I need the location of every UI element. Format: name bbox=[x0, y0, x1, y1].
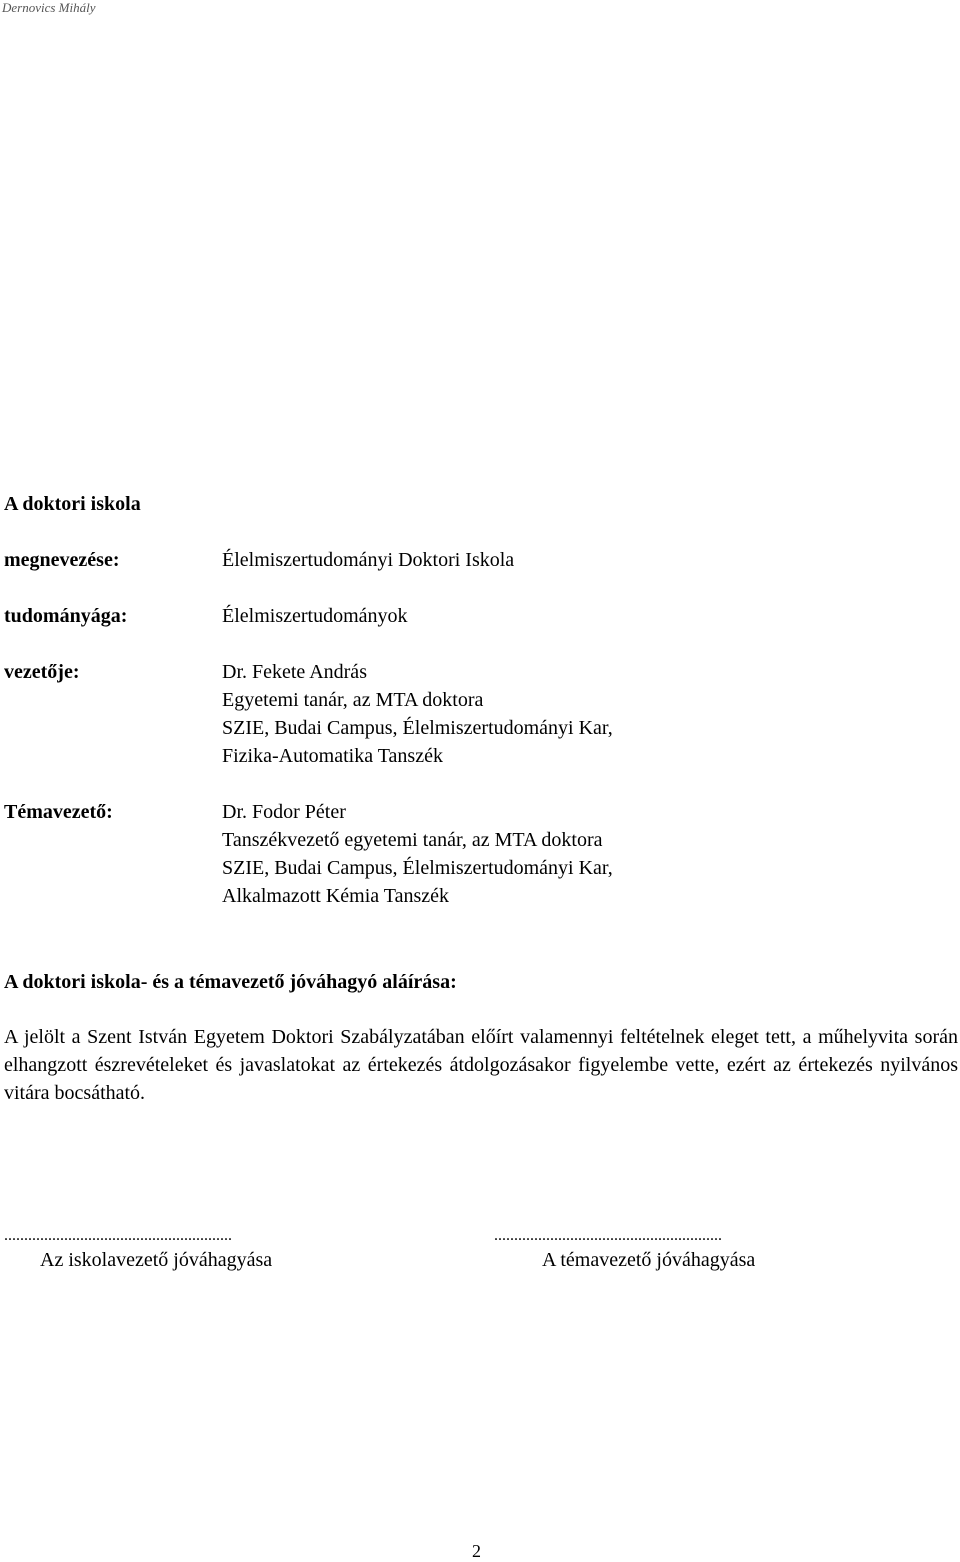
supervisor-value bbox=[222, 798, 613, 910]
head-institution: SZIE, Budai Campus, Élelmiszertudományi Kar, bbox=[222, 717, 613, 739]
left-signature-label: Az iskolavezető jóváhagyása bbox=[40, 1249, 273, 1271]
approval-text: A jelölt a Szent István Egyetem Doktori Szabályzatában előírt valamennyi feltételnek eleget tett, a műhelyvita során elhangzott észrevételeket és javaslatokat az értekezés átdolgozásakor figyelembe vette, ezért az értekezés nyilvános vitára bocsátható. bbox=[4, 1026, 958, 1104]
page-number: 2 bbox=[472, 1541, 481, 1561]
head-label: vezetője: bbox=[4, 661, 80, 683]
right-signature-line: ......................................................... bbox=[494, 1227, 722, 1244]
supervisor-label: Témavezető: bbox=[4, 801, 113, 823]
field-label: tudományága: bbox=[4, 605, 128, 627]
left-signature-line: ......................................................... bbox=[4, 1227, 232, 1244]
name-label: megnevezése: bbox=[4, 549, 120, 571]
approval-title: A doktori iskola- és a témavezető jóváhagyó aláírása: bbox=[4, 971, 457, 993]
header-author: Dernovics Mihály bbox=[2, 0, 96, 15]
name-value: Élelmiszertudományi Doktori Iskola bbox=[222, 549, 515, 571]
supervisor-title: Tanszékvezető egyetemi tanár, az MTA doktora bbox=[222, 829, 603, 851]
school-heading: A doktori iskola bbox=[4, 493, 141, 515]
head-department: Fizika-Automatika Tanszék bbox=[222, 745, 443, 767]
supervisor-name: Dr. Fodor Péter bbox=[222, 801, 346, 823]
head-name: Dr. Fekete András bbox=[222, 661, 367, 683]
supervisor-institution: SZIE, Budai Campus, Élelmiszertudományi Kar, bbox=[222, 857, 613, 879]
head-value bbox=[222, 658, 613, 770]
supervisor-department: Alkalmazott Kémia Tanszék bbox=[222, 885, 450, 907]
right-signature-label: A témavezető jóváhagyása bbox=[542, 1249, 756, 1271]
head-title: Egyetemi tanár, az MTA doktora bbox=[222, 689, 484, 711]
field-value: Élelmiszertudományok bbox=[222, 605, 408, 627]
